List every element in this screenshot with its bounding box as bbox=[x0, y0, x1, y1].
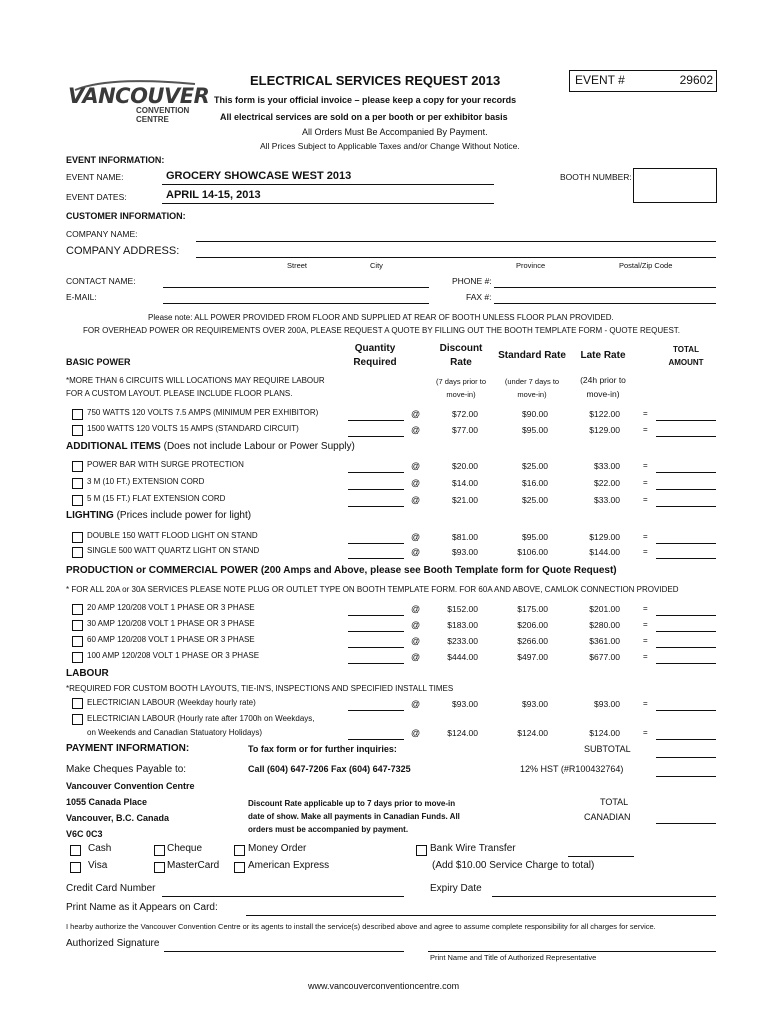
bank-wire-label: Bank Wire Transfer bbox=[430, 843, 516, 854]
production-1-quantity-input[interactable] bbox=[348, 631, 404, 632]
additional-1-standard-rate: $16.00 bbox=[522, 478, 548, 488]
basic-power-1-label: 1500 WATTS 120 VOLTS 15 AMPS (STANDARD CIRCUIT) bbox=[87, 424, 299, 433]
late-sub2: move-in) bbox=[586, 389, 620, 399]
email-input[interactable] bbox=[163, 303, 429, 304]
basic-power-0-standard-rate: $90.00 bbox=[522, 409, 548, 419]
at-sign: @ bbox=[411, 478, 421, 488]
amex-checkbox[interactable] bbox=[234, 862, 245, 873]
additional-2-total-input[interactable] bbox=[656, 506, 716, 507]
money-order-label: Money Order bbox=[248, 843, 307, 854]
at-sign: @ bbox=[411, 699, 421, 709]
labour-afterhours-checkbox[interactable] bbox=[72, 714, 83, 725]
lighting-0-label: DOUBLE 150 WATT FLOOD LIGHT ON STAND bbox=[87, 531, 258, 540]
production-0-discount-rate: $152.00 bbox=[447, 604, 478, 614]
equals-sign: = bbox=[643, 461, 648, 470]
production-3-discount-rate: $444.00 bbox=[447, 652, 478, 662]
lighting-0-late-rate: $129.00 bbox=[589, 532, 620, 542]
additional-2-discount-rate: $21.00 bbox=[452, 495, 478, 505]
event-info-heading: EVENT INFORMATION: bbox=[66, 155, 165, 165]
print-title-label: Print Name and Title of Authorized Representative bbox=[430, 953, 597, 962]
production-2-late-rate: $361.00 bbox=[589, 636, 620, 646]
call-fax-line: Call (604) 647-7206 Fax (604) 647-7325 bbox=[248, 764, 411, 774]
production-2-standard-rate: $266.00 bbox=[517, 636, 548, 646]
col-quantity: Quantity bbox=[354, 343, 396, 354]
equals-sign: = bbox=[643, 652, 648, 661]
phone-input[interactable] bbox=[494, 287, 716, 288]
lighting-1-label: SINGLE 500 WATT QUARTZ LIGHT ON STAND bbox=[87, 546, 260, 555]
labour-afterhours-standard: $124.00 bbox=[517, 728, 548, 738]
col-rate: Rate bbox=[450, 357, 472, 368]
signature-input[interactable] bbox=[164, 951, 404, 952]
production-1-late-rate: $280.00 bbox=[589, 620, 620, 630]
basic-power-note2: FOR A CUSTOM LAYOUT. PLEASE INCLUDE FLOOR PLANS. bbox=[66, 389, 293, 398]
std-sub1: (under 7 days to bbox=[504, 377, 560, 386]
col-late: Late Rate bbox=[580, 350, 626, 361]
card-number-input[interactable] bbox=[162, 896, 404, 897]
basic-power-1-late-rate: $129.00 bbox=[589, 425, 620, 435]
canadian-label: CANADIAN bbox=[584, 812, 631, 822]
at-sign: @ bbox=[411, 425, 421, 435]
equals-sign: = bbox=[643, 478, 648, 487]
production-2-label: 60 AMP 120/208 VOLT 1 PHASE OR 3 PHASE bbox=[87, 635, 255, 644]
mastercard-label: MasterCard bbox=[167, 860, 220, 871]
email-label: E-MAIL: bbox=[66, 292, 97, 302]
lighting-0-total-input[interactable] bbox=[656, 543, 716, 544]
logo-sub1: CONVENTION bbox=[136, 106, 190, 115]
event-dates-label: EVENT DATES: bbox=[66, 192, 127, 202]
at-sign: @ bbox=[411, 495, 421, 505]
lighting-0-standard-rate: $95.00 bbox=[522, 532, 548, 542]
event-name-value[interactable]: GROCERY SHOWCASE WEST 2013 bbox=[166, 170, 352, 182]
basic-power-0-total-input[interactable] bbox=[656, 420, 716, 421]
additional-0-checkbox[interactable] bbox=[72, 461, 83, 472]
equals-sign: = bbox=[643, 425, 648, 434]
equals-sign: = bbox=[643, 532, 648, 541]
card-number-label: Credit Card Number bbox=[66, 883, 156, 894]
additional-1-late-rate: $22.00 bbox=[594, 478, 620, 488]
production-3-total-input[interactable] bbox=[656, 663, 716, 664]
cash-label: Cash bbox=[88, 843, 112, 854]
contact-name-input[interactable] bbox=[163, 287, 429, 288]
labour-weekday-late: $93.00 bbox=[594, 699, 620, 709]
signature-label: Authorized Signature bbox=[66, 938, 160, 949]
labour-heading: LABOUR bbox=[66, 668, 109, 679]
address-line1: Vancouver Convention Centre bbox=[66, 781, 195, 791]
labour-note: *REQUIRED FOR CUSTOM BOOTH LAYOUTS, TIE-IN'S, INSPECTIONS AND SPECIFIED INSTALL TIMES bbox=[66, 684, 454, 693]
lighting-0-checkbox[interactable] bbox=[72, 532, 83, 543]
additional-0-label: POWER BAR WITH SURGE PROTECTION bbox=[87, 460, 244, 469]
wire-note: (Add $10.00 Service Charge to total) bbox=[432, 860, 595, 871]
cash-checkbox[interactable] bbox=[70, 845, 81, 856]
disc-sub2: move-in) bbox=[446, 390, 476, 399]
lighting-0-quantity-input[interactable] bbox=[348, 543, 404, 544]
production-note: * FOR ALL 20A or 30A SERVICES PLEASE NOTE PLUG OR OUTLET TYPE ON BOOTH TEMPLATE FORM. FOR 60A AND ABOVE, CAMLOK CONNECTION PROVIDED bbox=[66, 585, 679, 594]
equals-sign: = bbox=[643, 636, 648, 645]
additional-0-standard-rate: $25.00 bbox=[522, 461, 548, 471]
additional-2-standard-rate: $25.00 bbox=[522, 495, 548, 505]
cheque-checkbox[interactable] bbox=[154, 845, 165, 856]
bank-wire-checkbox[interactable] bbox=[416, 845, 427, 856]
production-3-standard-rate: $497.00 bbox=[517, 652, 548, 662]
col-discount: Discount bbox=[439, 343, 483, 354]
basic-power-1-total-input[interactable] bbox=[656, 436, 716, 437]
subtotal-label: SUBTOTAL bbox=[584, 744, 631, 754]
print-name-input[interactable] bbox=[246, 915, 716, 916]
labour-weekday-total[interactable] bbox=[656, 710, 716, 711]
logo bbox=[66, 78, 210, 126]
equals-sign: = bbox=[643, 728, 648, 737]
discount-note3: orders must be accompanied by payment. bbox=[248, 825, 409, 834]
booth-number-label: BOOTH NUMBER: bbox=[560, 172, 632, 182]
booth-number-input[interactable] bbox=[633, 168, 717, 203]
payable-label: Make Cheques Payable to: bbox=[66, 764, 187, 775]
col-required: Required bbox=[353, 357, 397, 368]
header-line4: All Prices Subject to Applicable Taxes and/or Change Without Notice. bbox=[260, 141, 520, 151]
equals-sign: = bbox=[643, 620, 648, 629]
company-name-label: COMPANY NAME: bbox=[66, 229, 138, 239]
std-sub2: move-in) bbox=[517, 390, 547, 399]
company-name-input[interactable] bbox=[196, 241, 716, 242]
basic-power-note1: *MORE THAN 6 CIRCUITS WILL LOCATIONS MAY REQUIRE LABOUR bbox=[66, 376, 325, 385]
at-sign: @ bbox=[411, 604, 421, 614]
at-sign: @ bbox=[411, 532, 421, 542]
money-order-checkbox[interactable] bbox=[234, 845, 245, 856]
production-1-standard-rate: $206.00 bbox=[517, 620, 548, 630]
lighting-1-checkbox[interactable] bbox=[72, 547, 83, 558]
labour-afterhours-discount: $124.00 bbox=[447, 728, 478, 738]
hst-label: 12% HST (#R100432764) bbox=[520, 764, 624, 774]
event-number-label: EVENT # bbox=[575, 73, 625, 87]
production-3-label: 100 AMP 120/208 VOLT 1 PHASE OR 3 PHASE bbox=[87, 651, 260, 660]
basic-power-heading: BASIC POWER bbox=[66, 357, 131, 367]
print-title-input[interactable] bbox=[428, 951, 716, 952]
additional-0-discount-rate: $20.00 bbox=[452, 461, 478, 471]
additional-2-late-rate: $33.00 bbox=[594, 495, 620, 505]
at-sign: @ bbox=[411, 636, 421, 646]
production-2-total-input[interactable] bbox=[656, 647, 716, 648]
basic-power-1-discount-rate: $77.00 bbox=[452, 425, 478, 435]
additional-0-quantity-input[interactable] bbox=[348, 472, 404, 473]
note-1: Please note: ALL POWER PROVIDED FROM FLOOR AND SUPPLIED AT REAR OF BOOTH UNLESS FLOOR PLAN PROVIDED. bbox=[148, 313, 614, 322]
company-address-label: COMPANY ADDRESS: bbox=[66, 245, 180, 257]
basic-power-0-checkbox[interactable] bbox=[72, 409, 83, 420]
production-heading: PRODUCTION or COMMERCIAL POWER (200 Amps and Above, please see Booth Template form for Quote Request) bbox=[66, 565, 617, 576]
subtotal-input[interactable] bbox=[656, 757, 716, 758]
website-link[interactable]: www.vancouverconventioncentre.com bbox=[308, 981, 460, 991]
payment-heading: PAYMENT INFORMATION: bbox=[66, 743, 190, 754]
street-label: Street bbox=[287, 261, 308, 270]
additional-subheading: (Does not include Labour or Power Supply) bbox=[163, 441, 355, 452]
lighting-1-total-input[interactable] bbox=[656, 558, 716, 559]
production-0-checkbox[interactable] bbox=[72, 604, 83, 615]
col-total: TOTAL bbox=[673, 345, 699, 354]
visa-label: Visa bbox=[88, 860, 108, 871]
address-line4: V6C 0C3 bbox=[66, 829, 103, 839]
total-label: TOTAL bbox=[600, 797, 629, 807]
equals-sign: = bbox=[643, 699, 648, 708]
additional-heading: ADDITIONAL ITEMS bbox=[66, 441, 161, 452]
visa-checkbox[interactable] bbox=[70, 862, 81, 873]
production-3-quantity-input[interactable] bbox=[348, 663, 404, 664]
event-name-label: EVENT NAME: bbox=[66, 172, 124, 182]
postal-label: Postal/Zip Code bbox=[619, 261, 673, 270]
contact-name-label: CONTACT NAME: bbox=[66, 276, 136, 286]
equals-sign: = bbox=[643, 547, 648, 556]
equals-sign: = bbox=[643, 409, 648, 418]
city-label: City bbox=[370, 261, 383, 270]
production-1-label: 30 AMP 120/208 VOLT 1 PHASE OR 3 PHASE bbox=[87, 619, 255, 628]
customer-info-heading: CUSTOMER INFORMATION: bbox=[66, 211, 186, 221]
basic-power-0-late-rate: $122.00 bbox=[589, 409, 620, 419]
labour-afterhours-label2: on Weekends and Canadian Statuatory Holidays) bbox=[87, 728, 263, 737]
additional-1-label: 3 M (10 FT.) EXTENSION CORD bbox=[87, 477, 205, 486]
production-1-checkbox[interactable] bbox=[72, 620, 83, 631]
expiry-label: Expiry Date bbox=[430, 883, 482, 894]
labour-weekday-checkbox[interactable] bbox=[72, 698, 83, 709]
at-sign: @ bbox=[411, 409, 421, 419]
address-line3: Vancouver, B.C. Canada bbox=[66, 813, 170, 823]
bank-wire-input[interactable] bbox=[568, 856, 634, 857]
production-0-late-rate: $201.00 bbox=[589, 604, 620, 614]
additional-1-quantity-input[interactable] bbox=[348, 489, 404, 490]
production-0-quantity-input[interactable] bbox=[348, 615, 404, 616]
authorize-text: I hearby authorize the Vancouver Convention Centre or its agents to install the service(s) described above and agree to assume complete responsibility for all charges for service. bbox=[66, 922, 656, 931]
logo-sub2: CENTRE bbox=[136, 115, 169, 124]
production-3-checkbox[interactable] bbox=[72, 652, 83, 663]
additional-1-discount-rate: $14.00 bbox=[452, 478, 478, 488]
note-2: FOR OVERHEAD POWER OR REQUIREMENTS OVER 200A, PLEASE REQUEST A QUOTE BY FILLING OUT THE BOOTH TEMPLATE FORM - QUOTE REQUEST. bbox=[83, 326, 681, 335]
lighting-1-standard-rate: $106.00 bbox=[517, 547, 548, 557]
labour-afterhours-late: $124.00 bbox=[589, 728, 620, 738]
equals-sign: = bbox=[643, 495, 648, 504]
production-3-late-rate: $677.00 bbox=[589, 652, 620, 662]
header-line1: This form is your official invoice – please keep a copy for your records bbox=[214, 95, 517, 105]
logo-word: VANCOUVER bbox=[68, 84, 210, 108]
header-line2: All electrical services are sold on a per booth or per exhibitor basis bbox=[220, 112, 508, 122]
additional-0-late-rate: $33.00 bbox=[594, 461, 620, 471]
lighting-heading: LIGHTING bbox=[66, 510, 114, 521]
labour-afterhours-qty[interactable] bbox=[348, 739, 404, 740]
additional-heading-wrap bbox=[66, 441, 355, 452]
header-line3: All Orders Must Be Accompanied By Payment. bbox=[302, 127, 488, 137]
production-2-discount-rate: $233.00 bbox=[447, 636, 478, 646]
lighting-subheading: (Prices include power for light) bbox=[116, 510, 252, 521]
province-label: Province bbox=[516, 261, 546, 270]
basic-power-0-discount-rate: $72.00 bbox=[452, 409, 478, 419]
additional-2-quantity-input[interactable] bbox=[348, 506, 404, 507]
event-number-value[interactable]: 29602 bbox=[679, 73, 713, 87]
basic-power-0-quantity-input[interactable] bbox=[348, 420, 404, 421]
production-1-discount-rate: $183.00 bbox=[447, 620, 478, 630]
labour-weekday-standard: $93.00 bbox=[522, 699, 548, 709]
col-amount: AMOUNT bbox=[668, 358, 704, 367]
lighting-1-quantity-input[interactable] bbox=[348, 558, 404, 559]
basic-power-1-checkbox[interactable] bbox=[72, 425, 83, 436]
production-2-quantity-input[interactable] bbox=[348, 647, 404, 648]
disc-sub1: (7 days prior to bbox=[435, 377, 487, 386]
at-sign: @ bbox=[411, 547, 421, 557]
production-1-total-input[interactable] bbox=[656, 631, 716, 632]
labour-weekday-qty[interactable] bbox=[348, 710, 404, 711]
labour-afterhours-label1: ELECTRICIAN LABOUR (Hourly rate after 1700h on Weekdays, bbox=[87, 714, 315, 723]
address-line2: 1055 Canada Place bbox=[66, 797, 148, 807]
cheque-label: Cheque bbox=[167, 843, 203, 854]
additional-2-label: 5 M (15 FT.) FLAT EXTENSION CORD bbox=[87, 494, 226, 503]
lighting-heading-wrap bbox=[66, 510, 251, 521]
basic-power-1-quantity-input[interactable] bbox=[348, 436, 404, 437]
company-address-input[interactable] bbox=[196, 257, 716, 258]
col-standard: Standard Rate bbox=[498, 350, 566, 361]
production-2-checkbox[interactable] bbox=[72, 636, 83, 647]
production-0-total-input[interactable] bbox=[656, 615, 716, 616]
additional-1-total-input[interactable] bbox=[656, 489, 716, 490]
at-sign: @ bbox=[411, 620, 421, 630]
mastercard-checkbox[interactable] bbox=[154, 862, 165, 873]
additional-2-checkbox[interactable] bbox=[72, 495, 83, 506]
additional-0-total-input[interactable] bbox=[656, 472, 716, 473]
additional-1-checkbox[interactable] bbox=[72, 478, 83, 489]
total-input[interactable] bbox=[656, 823, 716, 824]
production-0-standard-rate: $175.00 bbox=[517, 604, 548, 614]
basic-power-1-standard-rate: $95.00 bbox=[522, 425, 548, 435]
fax-label: FAX #: bbox=[466, 292, 492, 302]
lighting-0-discount-rate: $81.00 bbox=[452, 532, 478, 542]
basic-power-0-label: 750 WATTS 120 VOLTS 7.5 AMPS (MINIMUM PER EXHIBITOR) bbox=[87, 408, 319, 417]
at-sign: @ bbox=[411, 728, 421, 738]
phone-label: PHONE #: bbox=[452, 276, 492, 286]
print-name-label: Print Name as it Appears on Card: bbox=[66, 902, 218, 913]
labour-afterhours-total[interactable] bbox=[656, 739, 716, 740]
form-title: ELECTRICAL SERVICES REQUEST 2013 bbox=[250, 73, 501, 88]
fax-inquiries-heading: To fax form or for further inquiries: bbox=[248, 744, 397, 754]
labour-weekday-label: ELECTRICIAN LABOUR (Weekday hourly rate) bbox=[87, 698, 256, 707]
event-dates-value[interactable]: APRIL 14-15, 2013 bbox=[166, 189, 261, 201]
production-0-label: 20 AMP 120/208 VOLT 1 PHASE OR 3 PHASE bbox=[87, 603, 255, 612]
at-sign: @ bbox=[411, 652, 421, 662]
discount-note2: date of show. Make all payments in Canadian Funds. All bbox=[248, 812, 460, 821]
labour-weekday-discount: $93.00 bbox=[452, 699, 478, 709]
expiry-input[interactable] bbox=[492, 896, 716, 897]
at-sign: @ bbox=[411, 461, 421, 471]
lighting-1-late-rate: $144.00 bbox=[589, 547, 620, 557]
discount-note1: Discount Rate applicable up to 7 days prior to move-in bbox=[248, 799, 456, 808]
late-sub1: (24h prior to bbox=[580, 375, 626, 385]
event-number-box bbox=[569, 70, 717, 92]
amex-label: American Express bbox=[248, 860, 330, 871]
lighting-1-discount-rate: $93.00 bbox=[452, 547, 478, 557]
hst-input[interactable] bbox=[656, 776, 716, 777]
fax-input[interactable] bbox=[494, 303, 716, 304]
equals-sign: = bbox=[643, 604, 648, 613]
